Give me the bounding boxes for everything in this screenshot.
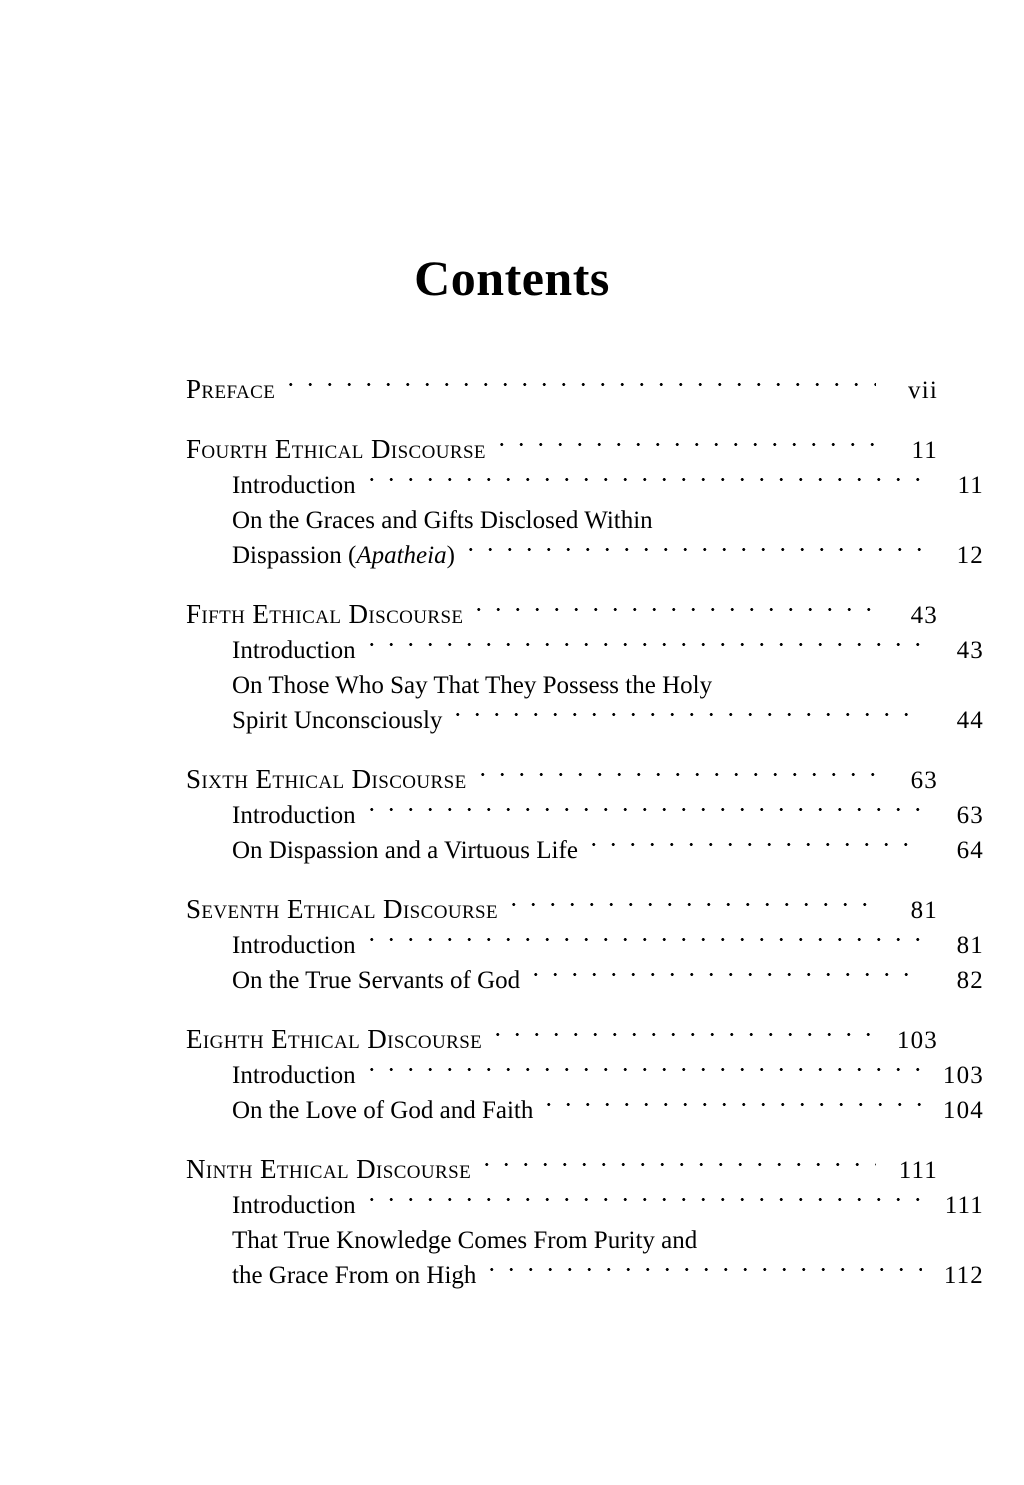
toc-label-text: Dispassion ( — [232, 542, 357, 569]
page-title: Contents — [414, 250, 610, 306]
page-number: 63 — [956, 802, 984, 829]
dot-leader — [482, 1248, 922, 1283]
toc-entry-label: Introduction — [232, 637, 356, 664]
toc-entry-label: Introduction — [232, 472, 356, 499]
dot-leader — [473, 753, 876, 788]
toc-entry-chapter[interactable] — [186, 1013, 938, 1054]
page-number: 103 — [896, 1027, 938, 1054]
page-number: 11 — [957, 472, 984, 499]
dot-leader — [362, 1048, 922, 1083]
toc-entry-chapter[interactable] — [186, 753, 938, 794]
toc-label-italic-term: Apatheia — [356, 542, 447, 569]
toc-entry-chapter[interactable] — [186, 883, 938, 924]
dot-leader — [469, 588, 876, 623]
toc-entry-label: the Grace From on High — [232, 1262, 477, 1289]
dot-leader — [703, 1213, 922, 1248]
page-number: 81 — [910, 897, 938, 924]
dot-leader — [526, 953, 922, 988]
toc-entry-label: Fourth Ethical Discourse — [186, 434, 486, 464]
dot-leader — [362, 1178, 922, 1213]
toc-entry-label: On the True Servants of God — [232, 967, 521, 994]
dot-leader — [281, 363, 876, 398]
toc-entry-chapter[interactable] — [186, 1143, 938, 1184]
page-number: 43 — [910, 602, 938, 629]
toc-group — [186, 883, 984, 994]
toc-entry-label: Preface — [186, 374, 276, 404]
toc-group — [186, 363, 938, 404]
page-number: 111 — [898, 1157, 938, 1184]
toc-group — [186, 753, 984, 864]
page-number: vii — [908, 377, 938, 404]
page-number: 103 — [942, 1062, 984, 1089]
toc-group — [186, 588, 984, 734]
toc-label-text-tail: ) — [446, 542, 455, 569]
toc-entry-label: Introduction — [232, 1062, 356, 1089]
toc-entry-label: Introduction — [232, 932, 356, 959]
dot-leader — [477, 1143, 876, 1178]
toc-group — [186, 1013, 984, 1124]
toc-entry-label: Sixth Ethical Discourse — [186, 764, 467, 794]
dot-leader — [659, 493, 922, 528]
page-number: 64 — [956, 837, 984, 864]
toc-entry-label: Introduction — [232, 1192, 356, 1219]
toc-entry-label — [232, 538, 455, 573]
toc-entry-label: On Dispassion and a Virtuous Life — [232, 837, 578, 864]
toc-group — [186, 1143, 984, 1289]
dot-leader — [362, 788, 922, 823]
toc-entry-label: On the Love of God and Faith — [232, 1097, 534, 1124]
dot-leader — [362, 458, 922, 493]
toc-entry-label: Fifth Ethical Discourse — [186, 599, 464, 629]
page-number: 11 — [911, 437, 938, 464]
toc-group — [186, 423, 984, 569]
page-number: 104 — [942, 1097, 984, 1124]
dot-leader — [539, 1083, 922, 1118]
toc-entry-list — [186, 363, 984, 1289]
dot-leader — [488, 1013, 876, 1048]
toc-entry-chapter[interactable] — [186, 423, 938, 464]
page-number: 12 — [956, 542, 984, 569]
dot-leader — [362, 918, 922, 953]
page-number: 44 — [956, 707, 984, 734]
toc-entry-label: That True Knowledge Comes From Purity and — [232, 1227, 698, 1254]
page-number: 111 — [944, 1192, 984, 1219]
toc-entry-chapter[interactable] — [186, 588, 938, 629]
dot-leader — [461, 528, 922, 563]
toc-entry-label: Introduction — [232, 802, 356, 829]
dot-leader — [448, 693, 922, 728]
dot-leader — [504, 883, 876, 918]
toc-entry-label: On Those Who Say That They Possess the Holy — [232, 672, 713, 699]
toc-entry-label: Seventh Ethical Discourse — [186, 894, 498, 924]
dot-leader — [492, 423, 876, 458]
page-number: 81 — [956, 932, 984, 959]
dot-leader — [362, 623, 922, 658]
toc-entry-label: Spirit Unconsciously — [232, 707, 443, 734]
page-number: 63 — [910, 767, 938, 794]
page-number: 43 — [956, 637, 984, 664]
dot-leader — [584, 823, 922, 858]
toc-entry-chapter[interactable] — [186, 363, 938, 404]
page-number: 112 — [943, 1262, 984, 1289]
dot-leader — [718, 658, 922, 693]
page-number: 82 — [956, 967, 984, 994]
toc-entry-label: Eighth Ethical Discourse — [186, 1024, 483, 1054]
toc-entry-label: On the Graces and Gifts Disclosed Within — [232, 507, 653, 534]
toc-entry-label: Ninth Ethical Discourse — [186, 1154, 472, 1184]
